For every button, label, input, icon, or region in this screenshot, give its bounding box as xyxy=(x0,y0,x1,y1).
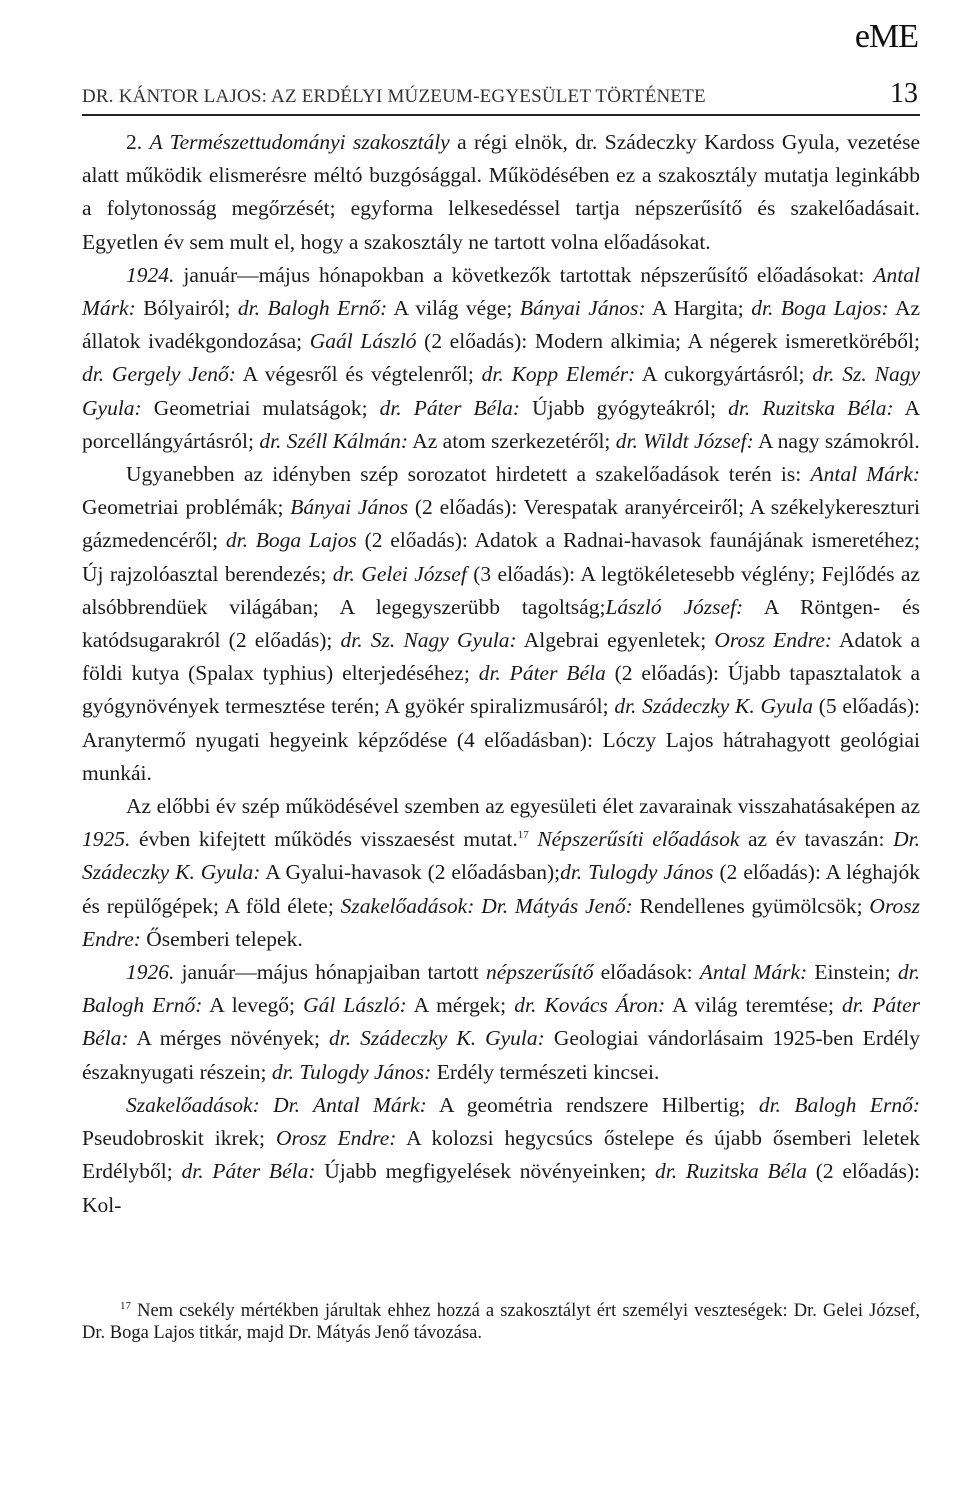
paragraph: Az előbbi év szép működésével szemben az egyesületi élet zavarainak visszahatásaképen az 1925. évben kifejtett működés visszaesést mutat.$^{17}$ Népszerűsíti előadások az év tavaszán: Dr. Szádeczky K. Gyula: A Gyalui-havasok (2 előadásban);dr. Tulogdy János (2 előadás): A léghajók és repülőgépek; A föld élete; Szakelőadások: Dr. Mátyás Jenő: Rendellenes gyümölcsök; Orosz Endre: Ősemberi telepek. xyxy=(82,794,921,951)
paragraph: Szakelőadások: Dr. Antal Márk: A geométria rendszere Hilbertig; dr. Balogh Ernő: Pseudobroskit ikrek; Orosz Endre: A kolozsi hegycsúcs őstelepe és újabb ősemberi leletek Erdélyből; dr. Páter Béla: Újabb megfigyelések növényeinken; dr. Ruzitska Béla (2 előadás): Kol- xyxy=(82,1092,920,1217)
footnote-number: 17 xyxy=(120,1299,131,1312)
paragraph: 1924. január—május hónapokban a következők tartottak népszerűsítő előadásokat: Antal Márk: Bólyairól; dr. Balogh Ernő: A világ vége; Bányai János: A Hargita; dr. Boga Lajos: Az állatok ivadékgondozása; Gaál László (2 előadás): Modern alkimia; A négerek ismeretköréből; dr. Gergely Jenő: A végesről és végtelenről; dr. Kopp Elemér: A cukorgyártásról; dr. Sz. Nagy Gyula: Geometriai mulatságok; dr. Páter Béla: Újabb gyógyteákról; dr. Ruzitska Béla: A porcellángyártásról; dr. Széll Kálmán: Az atom szerkezetéről; dr. Wildt József: A nagy számokról. xyxy=(82,262,921,453)
footnote-ref: 17 xyxy=(517,829,529,842)
paragraph: Ugyanebben az idényben szép sorozatot hirdetett a szakelőadások terén is: Antal Márk: Geometriai problémák; Bányai János (2 előadás): Verespatak aranyérceiről; A székelykereszturi gázmedencéről; dr. Boga Lajos (2 előadás): Adatok a Radnai-havasok faunájának ismeretéhez; Új rajzolóasztal berendezés; dr. Gelei József (3 előadás): A legtökéletesebb véglény; Fejlődés az alsóbbrendüek világában; A legegyszerübb tagoltság;László József: A Röntgen- és katódsugarakról (2 előadás); dr. Sz. Nagy Gyula: Algebrai egyenletek; Orosz Endre: Adatok a földi kutya (Spalax typhius) elterjedéséhez; dr. Páter Béla (2 előadás): Újabb tapasztalatok a gyógynövények termesztése terén; A gyökér spiralizmusáról; dr. Szádeczky K. Gyula (5 előadás): Aranytermő nyugati hegyeink képződése (4 előadásban): Lóczy Lajos hátrahagyott geológiai munkái. xyxy=(82,462,921,785)
page-number: 13 xyxy=(890,78,918,109)
page-header xyxy=(82,70,920,116)
footnote xyxy=(82,1300,920,1344)
paragraph: 1926. január—május hónapjaiban tartott népszerűsítő előadások: Antal Márk: Einstein; dr. Balogh Ernő: A levegő; Gál László: A mérgek; dr. Kovács Áron: A világ teremtése; dr. Páter Béla: A mérges növények; dr. Szádeczky K. Gyula: Geologiai vándorlásaim 1925-ben Erdély északnyugati részein; dr. Tulogdy János: Erdély természeti kincsei. xyxy=(82,960,921,1084)
body-text xyxy=(82,126,920,1222)
footnote-text: $^{17}$ Nem csekély mértékben járultak ehhez hozzá a szakosztályt ért személyi veszteségek: Dr. Gelei József, Dr. Boga Lajos titkár, majd Dr. Mátyás Jenő távozása. xyxy=(82,1299,920,1343)
running-title: DR. KÁNTOR LAJOS: AZ ERDÉLYI MÚZEUM-EGYESÜLET TÖRTÉNETE xyxy=(82,86,706,107)
paragraph: 2. A Természettudományi szakosztály a régi elnök, dr. Szádeczky Kardoss Gyula, vezetése alatt működik elismerésre méltó buzgósággal. Működésében ez a szakosztály mutatja leginkább a folytonosság megőrzését; egyforma lelkesedéssel tartja népszerűsítő és szakelőadásait. Egyetlen év sem mult el, hogy a szakosztály ne tartott volna előadásokat. xyxy=(82,130,920,254)
publisher-logo: eME xyxy=(854,18,918,55)
